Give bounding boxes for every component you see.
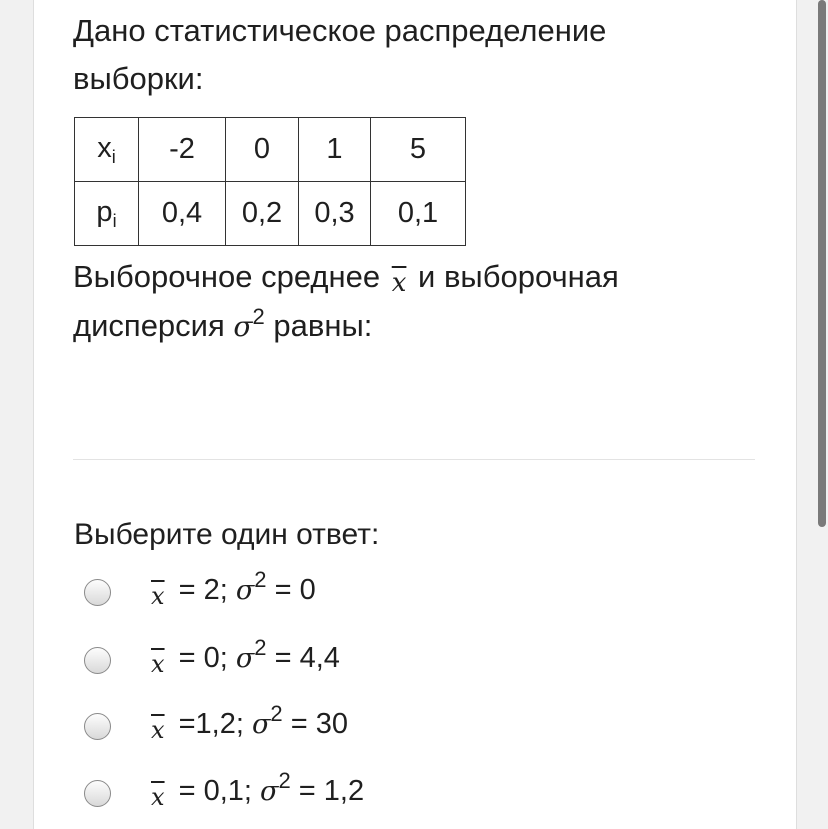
question-line-4 xyxy=(73,306,372,347)
answer-option-4[interactable] xyxy=(84,768,365,813)
table-cell: 1 xyxy=(299,118,371,182)
scrollbar-thumb[interactable] xyxy=(818,0,826,527)
question-text: Дано статистическое распределение xyxy=(73,13,607,48)
question-line-2 xyxy=(73,59,203,99)
distribution-table xyxy=(74,117,466,246)
answer-label[interactable]: $\overline{x} = 0,1$; $\sigma^2 = 1,2$ xyxy=(151,768,365,811)
radio-button[interactable] xyxy=(84,780,111,807)
answer-option-3[interactable] xyxy=(84,701,348,746)
divider xyxy=(73,459,755,460)
question-text: и выборочная xyxy=(418,259,619,294)
answer-prompt: Выберите один ответ: xyxy=(74,518,380,551)
table-cell: 0,2 xyxy=(226,182,299,246)
question-text: выборки: xyxy=(73,61,204,96)
question-line-3 xyxy=(73,257,619,303)
mean-symbol: $\overline{x}$ xyxy=(391,268,407,298)
variance-symbol: $\sigma^2$ xyxy=(233,304,265,343)
answer-option-1[interactable] xyxy=(84,567,316,612)
row-header-xi: $x_i$ xyxy=(75,118,139,182)
question-text: равны: xyxy=(273,308,373,343)
row-header-pi: $p_i$ xyxy=(75,182,139,246)
table-cell: 0,1 xyxy=(371,182,466,246)
radio-button[interactable] xyxy=(84,647,111,674)
answer-label[interactable]: $\overline{x} = 2$; $\sigma^2 = 0$ xyxy=(151,567,316,610)
answer-option-2[interactable] xyxy=(84,635,340,680)
table-cell: 5 xyxy=(371,118,466,182)
question-text: Выборочное среднее xyxy=(73,259,381,294)
table-cell: -2 xyxy=(139,118,226,182)
table-cell: 0,3 xyxy=(299,182,371,246)
table-row-p xyxy=(75,182,466,246)
answer-label[interactable]: $\overline{x} =1,2$; $\sigma^2 = 30$ xyxy=(151,701,348,744)
table-cell: 0 xyxy=(226,118,299,182)
table-cell: 0,4 xyxy=(139,182,226,246)
answer-label[interactable]: $\overline{x} = 0$; $\sigma^2 = 4,4$ xyxy=(151,635,340,678)
radio-button[interactable] xyxy=(84,713,111,740)
question-line-1 xyxy=(73,11,606,51)
table-row-x xyxy=(75,118,466,182)
radio-button[interactable] xyxy=(84,579,111,606)
question-text: дисперсия xyxy=(73,308,225,343)
